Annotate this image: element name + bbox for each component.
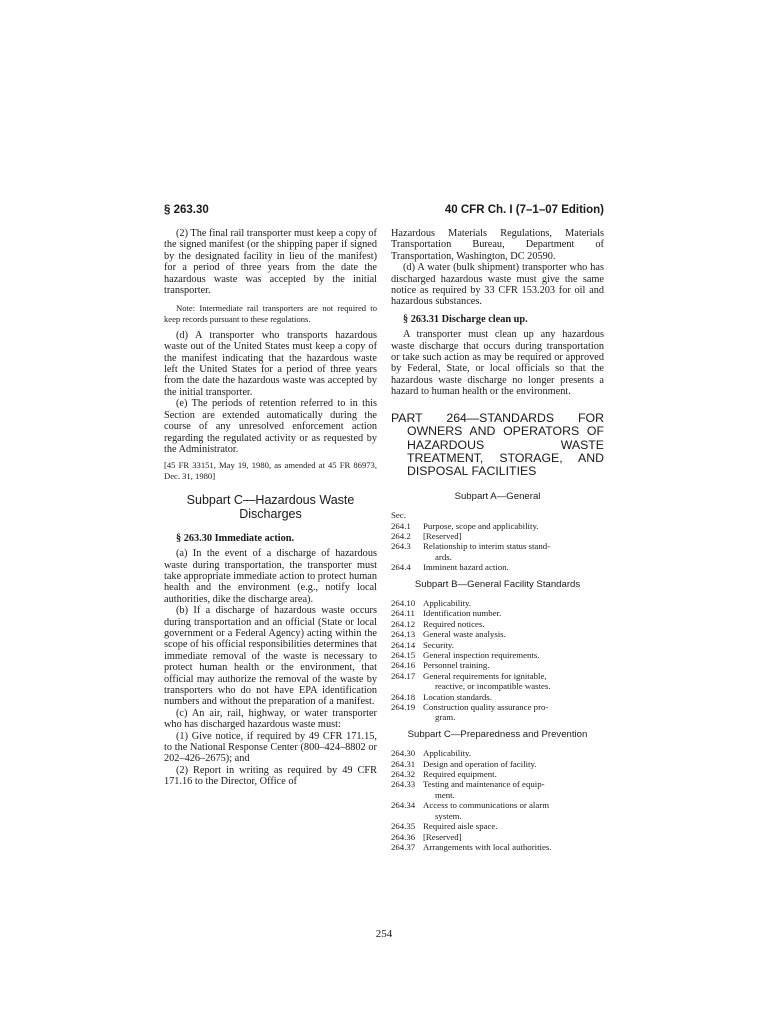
toc-entry-number: 264.19	[391, 702, 416, 713]
toc-entry	[391, 821, 604, 831]
toc-entry	[391, 640, 604, 650]
header-section: § 263.30	[164, 204, 209, 216]
paragraph: (d) A water (bulk shipment) transporter who has discharged hazardous waste must give the same notice as required by 33 CFR 153.203 for oil and hazardous substances.	[391, 262, 604, 308]
paragraph: Hazardous Materials Regulations, Materials Transportation Bureau, Department of Transportation, Washington, DC 20590.	[391, 228, 604, 262]
paragraph: (b) If a discharge of hazardous waste occurs during transportation and an official (State or local government or a Federal Agency) acting within the scope of his official responsibilities determines that immediate removal of the waste is necessary to protect human health or the environment, that official may authorize the removal of the waste by transporters who do not have EPA identification numbers and without the preparation of a manifest.	[164, 605, 377, 708]
toc-entry-continuation: ards.	[435, 551, 452, 562]
subpart-a-heading: Subpart A—General	[454, 490, 541, 502]
toc-entry-number: 264.1	[391, 520, 411, 531]
paragraph: (2) The final rail transporter must keep a copy of the signed manifest (or the shipping paper if signed by the designated facility in lieu of the manifest) for a period of three years from the date the hazardous waste was accepted by the initial transporter.	[164, 228, 377, 297]
toc-entry-number: 264.11	[391, 608, 415, 619]
toc-entry	[391, 598, 604, 608]
toc-entry	[391, 562, 604, 572]
subpart-heading	[164, 493, 377, 521]
toc-entry	[391, 769, 604, 779]
note: Note: Intermediate rail transporters are not required to keep records pursuant to these regulations.	[164, 303, 377, 324]
toc-entry-text: Identification number.	[423, 608, 502, 619]
toc-entry-number: 264.15	[391, 650, 416, 660]
paragraph: (e) The periods of retention referred to in this Section are extended automatically during the course of any unresolved enforcement action regarding the regulated activity or as requested by the Administrator.	[164, 398, 377, 455]
toc-entry-text: Design and operation of facility.	[423, 758, 537, 769]
paragraph: A transporter must clean up any hazardous waste discharge that occurs during transportation or take such action as may be required or approved by Federal, State, or local officials so that the hazardous waste discharge no longer presents a hazard to human health or the environment.	[391, 329, 604, 398]
toc-entry	[391, 619, 604, 629]
toc-entry	[391, 541, 604, 551]
toc-entry-text: Applicability.	[423, 597, 472, 608]
toc-entry-text: General waste analysis.	[423, 629, 506, 640]
subpart-heading-line: Discharges	[239, 506, 302, 521]
paragraph: (c) An air, rail, highway, or water transporter who has discharged hazardous waste must:	[164, 707, 377, 731]
toc-entry-number: 264.10	[391, 597, 416, 608]
toc-entry-number: 264.32	[391, 769, 416, 780]
toc-entry	[391, 759, 604, 769]
toc-entry-text: Location standards.	[423, 691, 492, 702]
toc-entry-text: Required aisle space.	[423, 821, 498, 832]
toc-entry-number: 264.17	[391, 670, 416, 681]
toc-entry-number: 264.33	[391, 779, 416, 790]
toc-entry-number: 264.4	[391, 562, 411, 573]
paragraph: (2) Report in writing as required by 49 CFR 171.16 to the Director, Office of	[164, 764, 377, 788]
section-title: § 263.30 Immediate action.	[176, 532, 295, 544]
toc-entry	[391, 671, 604, 681]
section-title: § 263.31 Discharge clean up.	[403, 313, 528, 325]
toc-entry-number: 264.12	[391, 618, 416, 629]
toc-entry-number: 264.34	[391, 800, 416, 811]
toc-entry-text: Arrangements with local authorities.	[423, 841, 552, 852]
toc-entry-text: Imminent hazard action.	[423, 562, 509, 573]
toc-entry-continuation: ment.	[435, 789, 455, 800]
toc-entry	[391, 629, 604, 639]
toc-entry	[391, 531, 604, 541]
paragraph: (1) Give notice, if required by 49 CFR 171.15, to the National Response Center (800–424–8802 or 202–426–2675); and	[164, 730, 377, 765]
right-column	[391, 228, 604, 852]
part-title: PART 264—STANDARDS FOR OWNERS AND OPERATORS OF HAZARDOUS WASTE TREATMENT, STORAGE, AND DISPOSAL FACILITIES	[391, 410, 604, 479]
subpart-b-heading: Subpart B—General Facility Standards	[414, 578, 581, 590]
toc-subpart-b	[391, 598, 604, 723]
toc-entry	[391, 800, 604, 810]
paragraph: (a) In the event of a discharge of hazardous waste during transportation, the transporter must take appropriate immediate action to protect human health and the environment (e.g., notify local authorities, dike the discharge area).	[164, 548, 377, 605]
toc-entry-text: Security.	[423, 639, 454, 650]
toc-entry	[391, 832, 604, 842]
toc-subpart-c	[391, 748, 604, 852]
toc-entry-number: 264.30	[391, 748, 416, 759]
toc-entry-continuation: gram.	[435, 712, 456, 723]
toc-entry-text: Testing and maintenance of equip-	[423, 779, 545, 790]
toc-entry-text: Construction quality assurance pro-	[423, 702, 549, 713]
toc-entry-text: Purpose, scope and applicability.	[423, 520, 539, 531]
paragraph: (d) A transporter who transports hazardous waste out of the United States must keep a copy of the manifest indicating that the hazardous waste left the United States for a period of three years from the date the hazardous waste was accepted by the initial transporter.	[164, 329, 377, 398]
toc-entry	[391, 660, 604, 670]
page-number: 254	[375, 928, 393, 940]
toc-entry	[391, 650, 604, 660]
header-edition: 40 CFR Ch. I (7–1–07 Edition)	[444, 204, 604, 216]
toc-entry	[391, 702, 604, 712]
toc-entry-text: General inspection requirements.	[423, 650, 540, 660]
toc-sec-label: Sec.	[391, 510, 406, 521]
toc-entry-text: Applicability.	[423, 748, 472, 759]
toc-entry-number: 264.35	[391, 821, 416, 832]
toc-entry-text: Required notices.	[423, 618, 485, 629]
toc-entry-continuation: reactive, or incompatible wastes.	[435, 681, 551, 692]
toc-entry-text: General requirements for ignitable,	[423, 670, 547, 681]
toc-entry-number: 264.3	[391, 541, 411, 552]
subpart-c-heading: Subpart C—Preparedness and Prevention	[407, 728, 588, 740]
toc-entry-continuation: system.	[435, 810, 462, 821]
toc-entry-number: 264.2	[391, 530, 411, 541]
toc-entry-number: 264.18	[391, 691, 416, 702]
toc-entry-text: Relationship to interim status stand-	[423, 541, 551, 552]
toc-entry-number: 264.16	[391, 660, 416, 671]
toc-subpart-a	[391, 510, 604, 572]
citation: [45 FR 33151, May 19, 1980, as amended at 45 FR 86973, Dec. 31, 1980]	[164, 460, 377, 481]
toc-entry-number: 264.37	[391, 841, 416, 852]
toc-entry-number: 264.36	[391, 831, 416, 842]
subpart-heading-line: Subpart C—Hazardous Waste	[186, 492, 355, 507]
toc-entry-text: Personnel training.	[423, 660, 490, 671]
left-column	[164, 228, 377, 788]
toc-entry-number: 264.31	[391, 758, 416, 769]
toc-entry-text: Required equipment.	[423, 769, 497, 780]
toc-entry-text: [Reserved]	[423, 530, 462, 541]
toc-entry-text: Access to communications or alarm	[423, 800, 550, 811]
toc-entry	[391, 779, 604, 789]
toc-entry	[391, 608, 604, 618]
toc-entry	[391, 692, 604, 702]
toc-entry-number: 264.14	[391, 639, 416, 650]
toc-entry-text: [Reserved]	[423, 831, 462, 842]
toc-entry	[391, 748, 604, 758]
toc-entry	[391, 521, 604, 531]
toc-entry	[391, 842, 604, 852]
toc-entry-number: 264.13	[391, 629, 416, 640]
